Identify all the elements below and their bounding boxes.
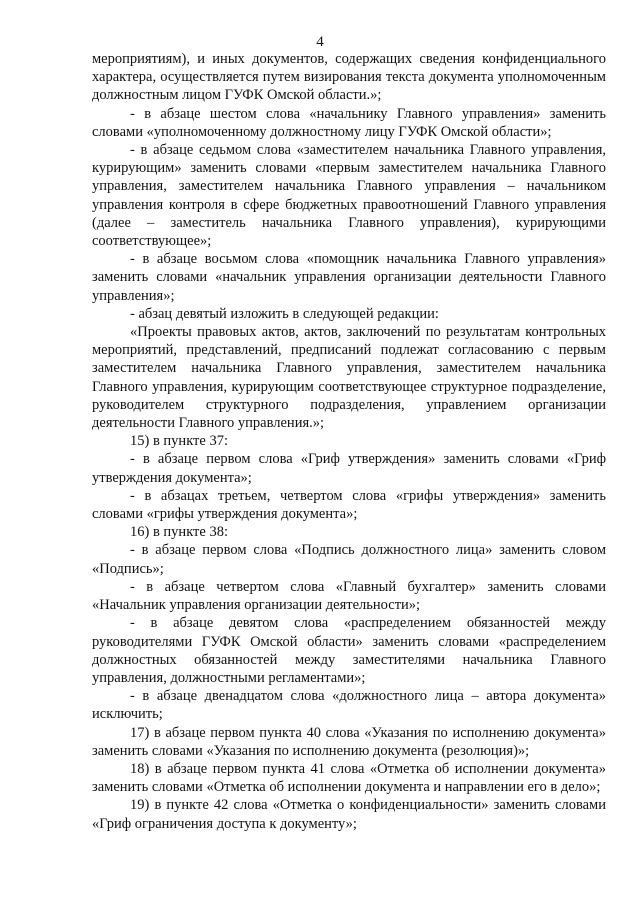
paragraph: - в абзаце первом слова «Гриф утверждения» заменить словами «Гриф утверждения документа»; [92, 451, 606, 486]
paragraph: - в абзаце восьмом слова «помощник начальника Главного управления» заменить словами «начальник управления организации деятельности Главного управления»; [92, 251, 606, 304]
paragraph: 15) в пункте 37: [130, 433, 228, 450]
paragraph: «Проекты правовых актов, актов, заключений по результатам контрольных мероприятий, представлений, предписаний подлежат согласованию с первым заместителем начальника Главного управления, заместителем начальника Главного управления, курирующим соответствующее структурное подразделение, руководителем структурного подразделения, управлением организации деятельности Главного управления.»; [92, 324, 606, 432]
paragraph: - в абзацах третьем, четвертом слова «грифы утверждения» заменить словами «грифы утверждения документа»; [92, 487, 606, 523]
paragraph: - в абзаце двенадцатом слова «должностного лица – автора документа» исключить; [92, 688, 606, 723]
paragraph: - в абзаце девятом слова «распределением обязанностей между руководителями ГУФК Омской области» заменить словами «распределением должностных обязанностей между заместителями начальника Главного управления, должностными регламентами»; [92, 615, 606, 686]
document-body [92, 50, 606, 833]
paragraph: - в абзаце четвертом слова «Главный бухгалтер» заменить словами «Начальник управления организации деятельности»; [92, 578, 606, 614]
paragraph: 19) в пункте 42 слова «Отметка о конфиденциальности» заменить словами «Гриф ограничения доступа к документу»; [92, 797, 606, 832]
paragraph: 17) в абзаце первом пункта 40 слова «Указания по исполнению документа» заменить словами «Указания по исполнению документа (резолюция)»; [92, 724, 606, 759]
paragraph: - абзац девятый изложить в следующей редакции: [130, 305, 439, 322]
paragraph: 16) в пункте 38: [130, 524, 228, 541]
paragraph: - в абзаце седьмом слова «заместителем начальника Главного управления, курирующим» заменить словами «первым заместителем начальника Главного управления, заместителем начальника Главного управления – начальником управления контроля в сфере бюджетных правоотношений Главного управления (далее – заместитель начальника Главного управления), курирующими соответствующее»; [92, 142, 606, 250]
page-number: 4 [316, 34, 324, 50]
paragraph: мероприятиям), и иных документов, содержащих сведения конфиденциального характера, осуществляется путем визирования текста документа уполномоченным должностным лицом ГУФК Омской области.»; [92, 51, 606, 104]
paragraph: - в абзаце первом слова «Подпись должностного лица» заменить словом «Подпись»; [92, 542, 606, 577]
paragraph: - в абзаце шестом слова «начальнику Главного управления» заменить словами «уполномоченному должностному лицу ГУФК Омской области»; [92, 105, 606, 140]
paragraph: 18) в абзаце первом пункта 41 слова «Отметка об исполнении документа» заменить словами «Отметка об исполнении документа и направлении его в дело»; [92, 760, 606, 796]
